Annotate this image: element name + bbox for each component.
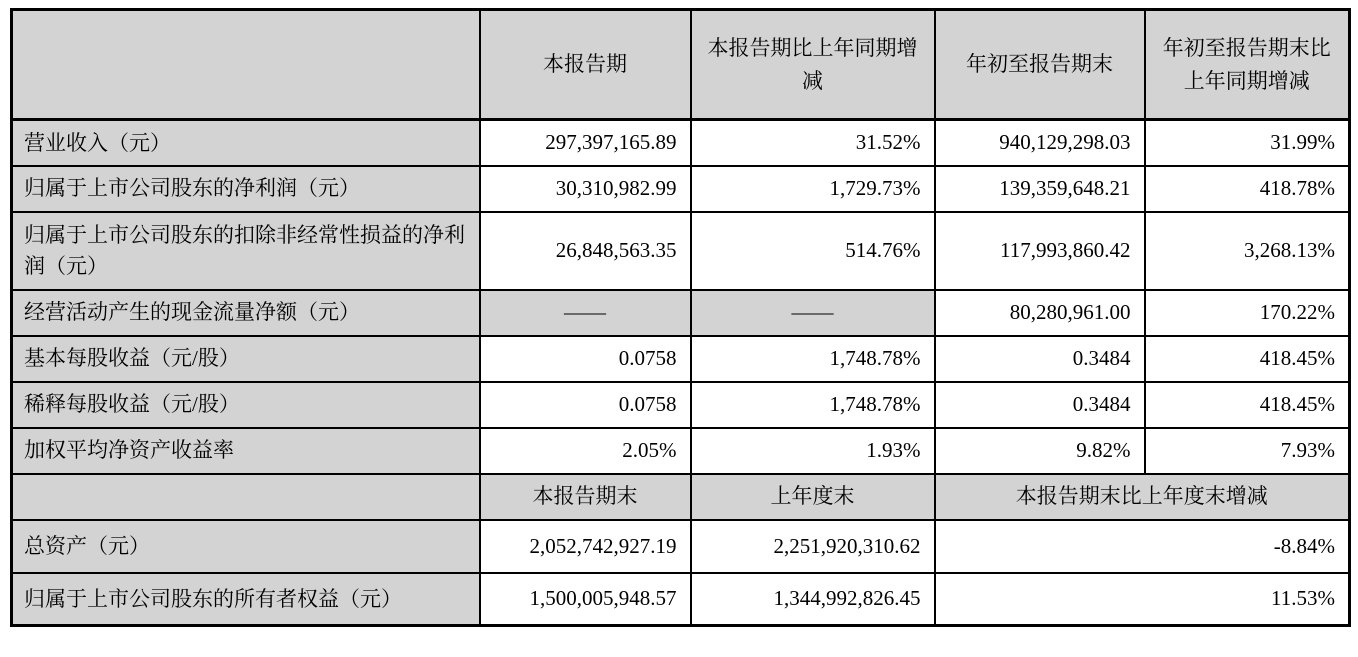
row-label: 基本每股收益（元/股）	[12, 336, 480, 382]
cell-ytd: 940,129,298.03	[935, 120, 1145, 166]
cell-ytd-yoy: 31.99%	[1145, 120, 1350, 166]
mid-header-change: 本报告期末比上年度末增减	[935, 474, 1350, 520]
cell-ytd: 0.3484	[935, 336, 1145, 382]
cell-prior-year-end: 1,344,992,826.45	[691, 573, 935, 626]
cell-current-period-yoy: 514.76%	[691, 212, 935, 290]
table-row-diluted-eps	[12, 382, 1350, 428]
financial-summary-table	[10, 8, 1351, 627]
table-row-net-profit-excl-nonrecurring	[12, 212, 1350, 290]
cell-change: -8.84%	[935, 520, 1350, 573]
cell-change: 11.53%	[935, 573, 1350, 626]
mid-header-current-period-end: 本报告期末	[480, 474, 691, 520]
header-ytd: 年初至报告期末	[935, 10, 1145, 120]
cell-current-period: 0.0758	[480, 382, 691, 428]
cell-ytd-yoy: 418.78%	[1145, 166, 1350, 212]
cell-ytd: 117,993,860.42	[935, 212, 1145, 290]
row-label: 归属于上市公司股东的扣除非经常性损益的净利润（元）	[12, 212, 480, 290]
table-row-basic-eps	[12, 336, 1350, 382]
mid-header-prior-year-end: 上年度末	[691, 474, 935, 520]
table-row-equity-attributable	[12, 573, 1350, 626]
row-label: 总资产（元）	[12, 520, 480, 573]
cell-current-period-yoy-dash: ——	[691, 290, 935, 336]
header-corner-cell	[12, 10, 480, 120]
row-label: 营业收入（元）	[12, 120, 480, 166]
cell-current-period-end: 2,052,742,927.19	[480, 520, 691, 573]
top-header-row	[12, 10, 1350, 120]
cell-current-period-dash: ——	[480, 290, 691, 336]
cell-prior-year-end: 2,251,920,310.62	[691, 520, 935, 573]
cell-ytd-yoy: 3,268.13%	[1145, 212, 1350, 290]
header-current-period: 本报告期	[480, 10, 691, 120]
table-row-operating-revenue	[12, 120, 1350, 166]
cell-current-period: 2.05%	[480, 428, 691, 474]
row-label: 归属于上市公司股东的净利润（元）	[12, 166, 480, 212]
row-label: 经营活动产生的现金流量净额（元）	[12, 290, 480, 336]
cell-current-period-yoy: 1,748.78%	[691, 336, 935, 382]
cell-current-period: 0.0758	[480, 336, 691, 382]
row-label: 稀释每股收益（元/股）	[12, 382, 480, 428]
cell-ytd-yoy: 418.45%	[1145, 382, 1350, 428]
cell-current-period: 297,397,165.89	[480, 120, 691, 166]
cell-ytd: 80,280,961.00	[935, 290, 1145, 336]
cell-current-period-yoy: 1,748.78%	[691, 382, 935, 428]
table-row-operating-cash-flow	[12, 290, 1350, 336]
cell-ytd: 9.82%	[935, 428, 1145, 474]
header-current-period-yoy: 本报告期比上年同期增减	[691, 10, 935, 120]
mid-header-corner-cell	[12, 474, 480, 520]
cell-current-period: 26,848,563.35	[480, 212, 691, 290]
row-label: 归属于上市公司股东的所有者权益（元）	[12, 573, 480, 626]
cell-ytd-yoy: 170.22%	[1145, 290, 1350, 336]
cell-current-period-yoy: 1.93%	[691, 428, 935, 474]
table-row-total-assets	[12, 520, 1350, 573]
cell-ytd-yoy: 418.45%	[1145, 336, 1350, 382]
mid-header-row	[12, 474, 1350, 520]
cell-ytd: 0.3484	[935, 382, 1145, 428]
cell-ytd-yoy: 7.93%	[1145, 428, 1350, 474]
cell-current-period-yoy: 1,729.73%	[691, 166, 935, 212]
cell-current-period-end: 1,500,005,948.57	[480, 573, 691, 626]
table-row-weighted-avg-roe	[12, 428, 1350, 474]
cell-ytd: 139,359,648.21	[935, 166, 1145, 212]
table-row-net-profit	[12, 166, 1350, 212]
cell-current-period: 30,310,982.99	[480, 166, 691, 212]
cell-current-period-yoy: 31.52%	[691, 120, 935, 166]
row-label: 加权平均净资产收益率	[12, 428, 480, 474]
header-ytd-yoy: 年初至报告期末比上年同期增减	[1145, 10, 1350, 120]
